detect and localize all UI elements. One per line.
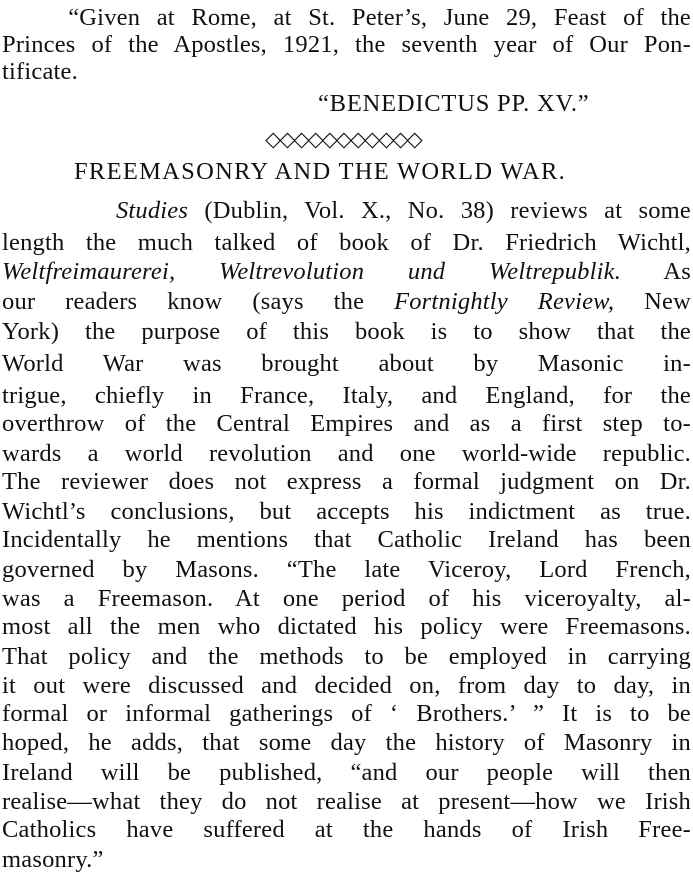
article-heading: FREEMASONRY AND THE WORLD WAR.: [74, 158, 567, 185]
opening-text-1: “Given at Rome, at St. Peter’s, June 29, Feast of the: [68, 4, 691, 31]
article-line-4-end: New: [614, 288, 691, 315]
article-line-6: World War was brought about by Masonic in-: [2, 350, 691, 377]
fortnightly-review-title: Fortnightly Review,: [394, 288, 615, 315]
article-line-4-start: our readers know (says the: [2, 288, 395, 315]
article-line-20: Ireland will be published, “and our people will then: [2, 759, 691, 786]
article-line-16: That policy and the methods to be employed in carrying: [2, 643, 691, 670]
article-line-11: Wichtl’s conclusions, but accepts his indictment as true.: [2, 498, 691, 525]
article-line-22: Catholics have suffered at the hands of Irish Free-: [2, 816, 691, 843]
papal-signature: “BENEDICTUS PP. XV.”: [318, 90, 590, 117]
article-line-15: most all the men who dictated his policy were Freemasons.: [2, 613, 691, 640]
article-line-8: overthrow of the Central Empires and as a first step to-: [2, 410, 691, 437]
opening-line-3: tificate.: [2, 58, 78, 85]
article-line-21: realise—what they do not realise at present—how we Irish: [2, 788, 691, 815]
article-line-5: York) the purpose of this book is to show that the: [2, 318, 691, 345]
studies-title: Studies: [115, 197, 189, 224]
article-line-3-text: As: [621, 258, 691, 285]
article-line-17: it out were discussed and decided on, from day to day, in: [2, 672, 691, 699]
article-line-14: was a Freemason. At one period of his viceroyalty, al-: [2, 585, 691, 612]
article-line-19: hoped, he adds, that some day the history of Masonry in: [2, 729, 691, 756]
article-line-7: trigue, chiefly in France, Italy, and England, for the: [2, 382, 691, 409]
opening-line-1: [2, 4, 691, 31]
article-line-13: governed by Masons. “The late Viceroy, Lord French,: [2, 556, 691, 583]
article-line-2: length the much talked of book of Dr. Friedrich Wichtl,: [2, 229, 691, 256]
article-line-4: [2, 288, 691, 315]
article-line-1: [2, 197, 691, 224]
article-line-1-text: (Dublin, Vol. X., No. 38) reviews at some: [188, 197, 691, 224]
article-line-18: formal or informal gatherings of ‘ Brothers.’ ” It is to be: [2, 700, 691, 727]
article-line-3: [2, 258, 691, 285]
article-line-9: wards a world revolution and one world-wide republic.: [2, 440, 691, 467]
article-line-12: Incidentally he mentions that Catholic Ireland has been: [2, 526, 691, 553]
article-line-10: The reviewer does not express a formal judgment on Dr.: [2, 468, 691, 495]
ornamental-divider: ◇◇◇◇◇◇◇◇◇◇◇: [265, 127, 421, 151]
opening-line-2: Princes of the Apostles, 1921, the seventh year of Our Pon-: [2, 31, 691, 58]
article-line-23: masonry.”: [2, 846, 104, 873]
book-title: Weltfreimaurerei, Weltrevolution und Weltrepublik.: [2, 258, 622, 285]
